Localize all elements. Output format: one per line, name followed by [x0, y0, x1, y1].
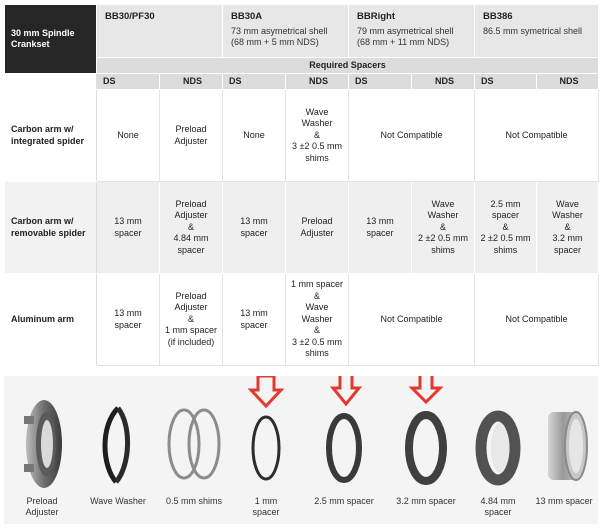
part-13mm-spacer: 13 mm spacer [530, 376, 598, 524]
table-cell: 13 mm spacer [97, 274, 160, 366]
spacer-table [4, 4, 599, 366]
required-spacers-header: Required Spacers [97, 58, 599, 74]
shell-bb30: BB30/PF30 [97, 5, 223, 58]
highlight-arrow-icon [251, 376, 281, 406]
spacer-parts-legend [4, 376, 598, 524]
part-1mm-spacer: 1 mm spacer [234, 376, 298, 524]
part-shims: 0.5 mm shims [156, 376, 232, 524]
ring-13mm-icon [530, 376, 598, 494]
table-cell: Wave Washer & 2 ±2 0.5 mm shims [412, 182, 475, 274]
table-cell: Not Compatible [349, 90, 475, 182]
table-row [5, 274, 599, 366]
row-label: Aluminum arm [5, 274, 97, 366]
table-cell: Not Compatible [475, 90, 599, 182]
shell-bbright: BBRight 79 mm asymetrical shell (68 mm + 11 mm NDS) [349, 5, 475, 58]
spacer-compatibility-chart [4, 4, 598, 366]
part-preload-adjuster: Preload Adjuster [4, 376, 80, 524]
shell-bb30a: BB30A 73 mm asymetrical shell (68 mm + 5 mm NDS) [223, 5, 349, 58]
ring-1mm-icon [234, 376, 298, 494]
nds-header: NDS [286, 74, 349, 90]
table-cell: 13 mm spacer [349, 182, 412, 274]
preload-adjuster-icon [4, 376, 80, 494]
table-cell: 2.5 mm spacer & 2 ±2 0.5 mm shims [475, 182, 537, 274]
row-label: Carbon arm w/ removable spider [5, 182, 97, 274]
table-cell: Preload Adjuster & 4.84 mm spacer [160, 182, 223, 274]
table-row [5, 90, 599, 182]
table-row [5, 182, 599, 274]
part-3-2mm-spacer: 3.2 mm spacer [384, 376, 468, 524]
ring-4-84mm-icon [466, 376, 530, 494]
nds-header: NDS [537, 74, 599, 90]
part-4-84mm-spacer: 4.84 mm spacer [466, 376, 530, 524]
shims-icon [156, 376, 232, 494]
table-cell: 13 mm spacer [223, 182, 286, 274]
table-cell: Preload Adjuster & 1 mm spacer (if included) [160, 274, 223, 366]
highlight-arrow-icon [412, 376, 440, 402]
part-wave-washer: Wave Washer [82, 376, 154, 524]
nds-header: NDS [412, 74, 475, 90]
row-label: Carbon arm w/ integrated spider [5, 90, 97, 182]
table-cell: Wave Washer & 3.2 mm spacer [537, 182, 599, 274]
ring-3-2mm-icon [384, 376, 468, 494]
highlight-arrow-icon [333, 376, 359, 404]
table-cell: None [223, 90, 286, 182]
shell-bb386: BB386 86.5 mm symetrical shell [475, 5, 599, 58]
table-cell: 1 mm spacer & Wave Washer & 3 ±2 0.5 mm shims [286, 274, 349, 366]
table-cell: Not Compatible [475, 274, 599, 366]
crankset-header: 30 mm Spindle Crankset [5, 5, 97, 74]
table-cell: 13 mm spacer [97, 182, 160, 274]
table-cell: 13 mm spacer [223, 274, 286, 366]
table-cell: Wave Washer & 3 ±2 0.5 mm shims [286, 90, 349, 182]
table-cell: None [97, 90, 160, 182]
wave-washer-icon [82, 376, 154, 494]
ds-header: DS [349, 74, 412, 90]
nds-header: NDS [160, 74, 223, 90]
ring-2-5mm-icon [304, 376, 384, 494]
table-cell: Not Compatible [349, 274, 475, 366]
ds-header: DS [475, 74, 537, 90]
table-cell: Preload Adjuster [160, 90, 223, 182]
ds-header: DS [223, 74, 286, 90]
part-2-5mm-spacer: 2.5 mm spacer [304, 376, 384, 524]
table-cell: Preload Adjuster [286, 182, 349, 274]
ds-header: DS [97, 74, 160, 90]
